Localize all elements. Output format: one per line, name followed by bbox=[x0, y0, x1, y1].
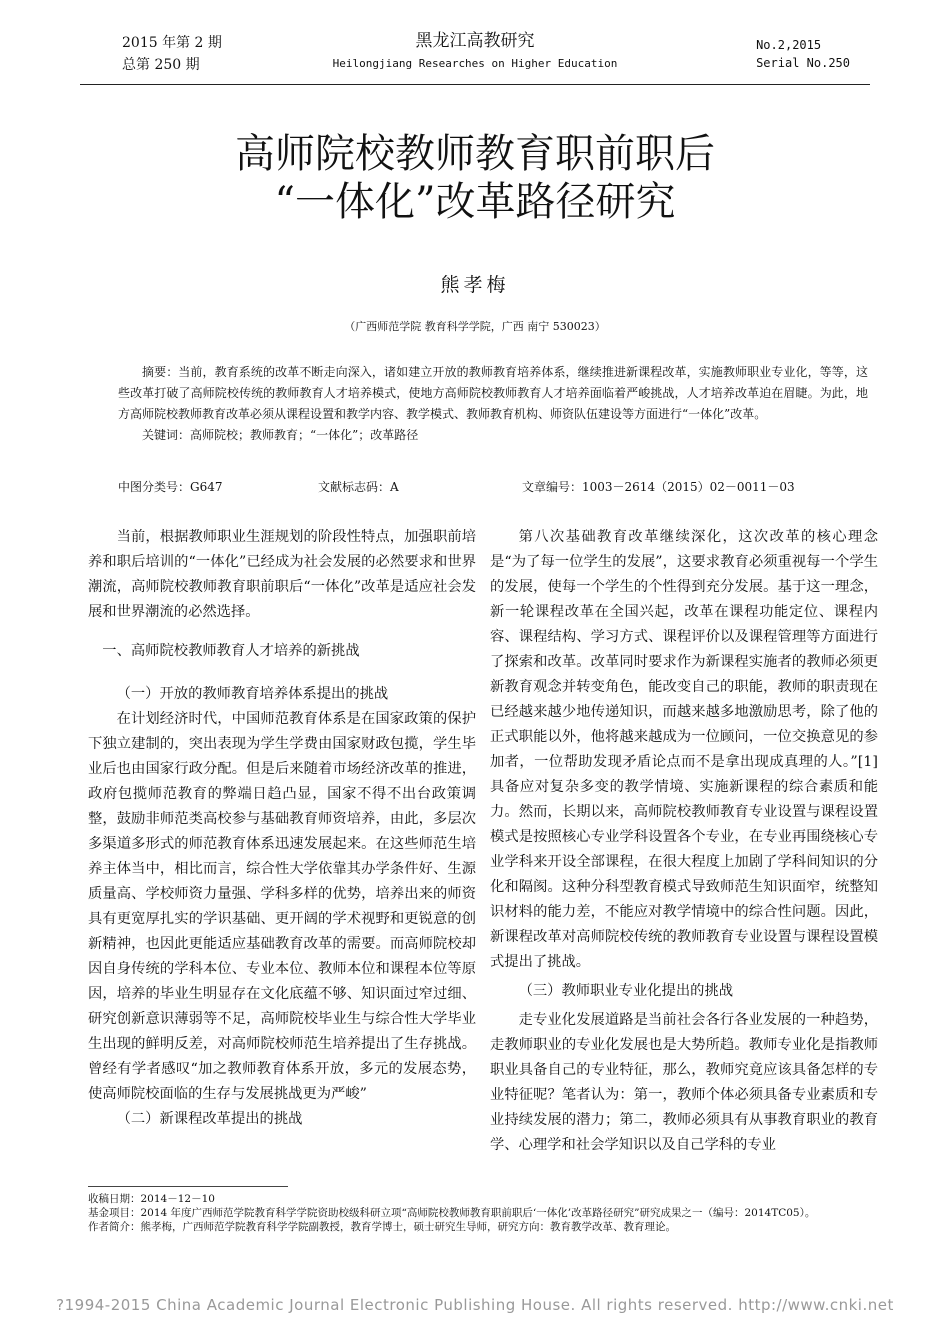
footnotes bbox=[88, 1192, 868, 1234]
clc-number: 中图分类号：G647 bbox=[118, 480, 223, 494]
fund-project: 基金项目：2014 年度广西师范学院教育科学学院资助校级科研立项“高师院校教师教育职前职后‘一体化’改革路径研究”研究成果之一（编号：2014TC05）。 bbox=[88, 1207, 816, 1219]
issue-info-en bbox=[756, 36, 850, 72]
issue-no-en: No.2,2015 bbox=[756, 38, 822, 52]
received-date: 收稿日期：2014－12－10 bbox=[88, 1193, 215, 1205]
footnote-divider bbox=[88, 1186, 288, 1187]
header-divider bbox=[80, 84, 870, 85]
section-heading-1: 一、高师院校教师教育人才培养的新挑战 bbox=[102, 643, 360, 659]
author-name: 熊孝梅 bbox=[440, 274, 510, 296]
issue-number: 2015 年第 2 期 bbox=[122, 35, 222, 51]
body-paragraph: 在计划经济时代，中国师范教育体系是在国家政策的保护下独立建制的，突出表现为学生学费由国家财政包揽，学生毕业后也由国家行政分配。但是后来随着市场经济改革的推进，政府包揽师范教育的弊端日趋凸显，国家不得不出台政策调整，鼓励非师范类高校参与基础教育师资培养，由此，多层次多渠道多形式的师范教育体系迅速发展起来。在这些师范生培养主体当中，相比而言，综合性大学依靠其办学条件好、生源质量高、学校师资力量强、学科多样的优势，培养出来的师资具有更宽厚扎实的学识基础、更开阔的学术视野和更锐意的创新精神，也因此更能适应基础教育改革的需要。而高师院校却因自身传统的学科本位、专业本位、教师本位和课程本位等原因，培养的毕业生明显存在文化底蕴不够、知识面过窄过细、研究创新意识薄弱等不足，高师院校毕业生与综合性大学毕业生出现的鲜明反差，对高师院校师范生培养提出了生存挑战。曾经有学者感叹“加之教师教育体系开放，多元的发展态势，使高师院校面临的生存与发展挑战更为严峻” bbox=[88, 711, 476, 1102]
total-issue: 总第 250 期 bbox=[122, 57, 200, 73]
title-line-1: 高师院校教师教育职前职后 bbox=[235, 131, 715, 177]
article-title bbox=[0, 130, 950, 226]
journal-name-cn: 黑龙江高教研究 bbox=[415, 31, 535, 51]
body-paragraph: 第八次基础教育改革继续深化，这次改革的核心理念是“为了每一位学生的发展”，这要求教育必须重视每一个学生的发展，使每一个学生的个性得到充分发展。基于这一理念，新一轮课程改革在全国兴起，改革在课程功能定位、课程内容、课程结构、学习方式、课程评价以及课程管理等方面进行了探索和改革。改革同时要求作为新课程实施者的教师必须更新教育观念并转变角色，能改变自己的职能，教师的职责现在已经越来越少地传递知识，而越来越多地激励思考，除了他的正式职能以外，他将越来越成为一位顾问，一位交换意见的参加者，一位帮助发现矛盾论点而不是拿出现成真理的人。”[1] 具备应对复杂多变的教学情境、实施新课程的综合素质和能力。然而，长期以来，高师院校教师教育专业设置与课程设置模式是按照核心专业学科设置各个专业，在专业再围绕核心专业学科来开设全部课程，在很大程度上加剧了学科间知识的分化和隔阂。这种分科型教育模式导致师范生知识面窄，统整知识材料的能力差，不能应对教学情境中的综合性问题。因此，新课程改革对高师院校传统的教师教育专业设置与课程设置模式提出了挑战。 bbox=[490, 529, 878, 970]
copyright-footer: ?1994-2015 China Academic Journal Electronic Publishing House. All rights reserved. http://www.cnki.net bbox=[56, 1296, 894, 1314]
abstract-block bbox=[118, 362, 868, 446]
body-paragraph: 走专业化发展道路是当前社会各行各业发展的一种趋势，走教师职业的专业化发展也是大势所趋。教师专业化是指教师职业具备自己的专业特征，那么，教师究竟应该具备怎样的专业特征呢？笔者认为：第一，教师个体必须具备专业素质和专业持续发展的潜力；第二，教师必须具有从事教育职业的教育学、心理学和社会学知识以及自己学科的专业 bbox=[490, 1012, 878, 1153]
subsection-heading-1: （一）开放的教师教育培养体系提出的挑战 bbox=[116, 686, 389, 702]
intro-paragraph: 当前，根据教师职业生涯规划的阶段性特点，加强职前培养和职后培训的“一体化”已经成为社会发展的必然要求和世界潮流，高师院校教师教育职前职后“一体化”改革是适应社会发展和世界潮流的必然选择。 bbox=[88, 529, 476, 620]
left-column bbox=[88, 525, 476, 1132]
serial-no-en: Serial No.250 bbox=[756, 56, 850, 70]
author-affiliation: （广西师范学院 教育科学学院，广西 南宁 530023） bbox=[344, 320, 606, 333]
subsection-heading-2: （二）新课程改革提出的挑战 bbox=[116, 1111, 303, 1127]
article-number: 文章编号：1003－2614（2015）02－0011－03 bbox=[522, 480, 795, 494]
title-line-2: “一体化”改革路径研究 bbox=[274, 179, 676, 225]
document-code: 文献标志码：A bbox=[318, 480, 399, 494]
subsection-heading-3: （三）教师职业专业化提出的挑战 bbox=[518, 983, 734, 999]
journal-name-en: Heilongjiang Researches on Higher Education bbox=[332, 57, 618, 70]
abstract-text: 摘要：当前，教育系统的改革不断走向深入，诸如建立开放的教师教育培养体系，继续推进新课程改革，实施教师职业专业化，等等，这些改革打破了高师院校传统的教师教育人才培养模式，使地方高师院校教师教育人才培养面临着严峻挑战，人才培养改革迫在眉睫。为此，地方高师院校教师教育改革必须从课程设置和教学内容、教学模式、教师教育机构、师资队伍建设等方面进行“一体化”改革。 bbox=[118, 365, 868, 421]
keywords: 关键词：高师院校；教师教育；“一体化”；改革路径 bbox=[142, 428, 419, 442]
right-column bbox=[490, 525, 878, 1158]
author-bio: 作者简介：熊孝梅，广西师范学院教育科学学院副教授，教育学博士，硕士研究生导师，研究方向：教育教学改革、教育理论。 bbox=[88, 1221, 676, 1233]
